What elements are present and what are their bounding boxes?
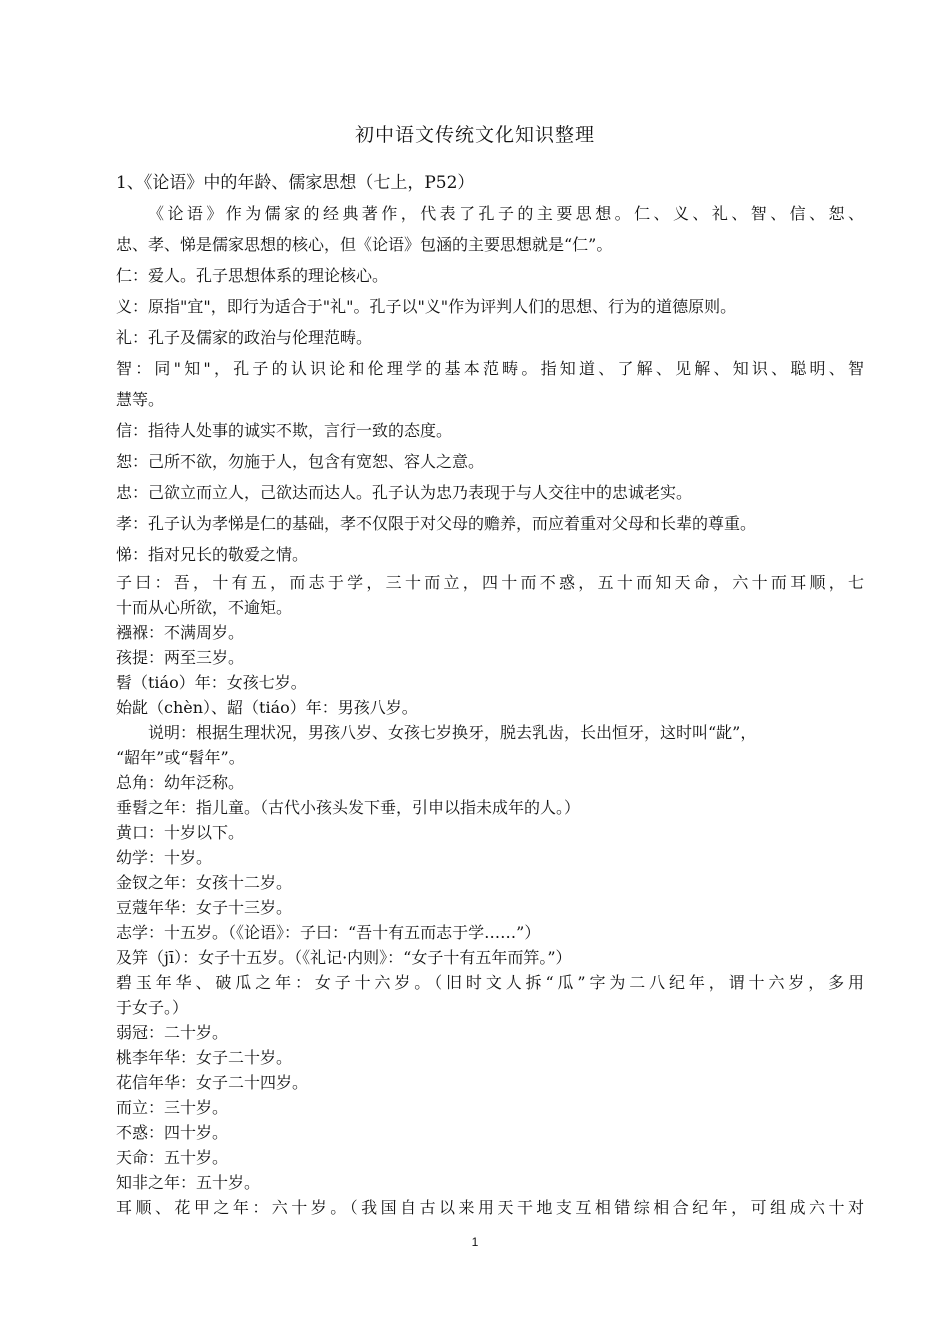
text-line: 忠、孝、悌是儒家思想的核心，但《论语》包涵的主要思想就是“仁”。: [116, 235, 613, 254]
text-line: 不惑：四十岁。: [116, 1123, 229, 1142]
text-line: 仁：爱人。孔子思想体系的理论核心。: [116, 266, 389, 285]
text-line: 子曰：吾，十有五，而志于学，三十而立，四十而不惑，五十而知天命，六十而耳顺，七: [116, 573, 864, 592]
text-line: 说明：根据生理状况，男孩八岁、女孩七岁换牙，脱去乳齿，长出恒牙，这时叫“龀”，: [148, 723, 757, 742]
text-line: 始龀（chèn）、龆（tiáo）年：男孩八岁。: [116, 698, 418, 717]
text-line: 知非之年：五十岁。: [116, 1173, 261, 1192]
text-line: 智：同"知"，孔子的认识论和伦理学的基本范畴。指知道、了解、见解、知识、聪明、智: [116, 359, 864, 378]
text-line: 礼：孔子及儒家的政治与伦理范畴。: [116, 328, 373, 347]
text-line: 弱冠：二十岁。: [116, 1023, 229, 1042]
text-line: 悌：指对兄长的敬爱之情。: [116, 545, 309, 564]
text-line: 孩提：两至三岁。: [116, 648, 245, 667]
text-line: “龆年”或“髫年”。: [116, 748, 245, 767]
text-line: 襁褓：不满周岁。: [116, 623, 245, 642]
text-line: 忠：己欲立而立人，己欲达而达人。孔子认为忠乃表现于与人交往中的忠诚老实。: [116, 483, 693, 502]
text-line: 慧等。: [116, 390, 165, 409]
text-line: 志学：十五岁。（《论语》：子曰：“吾十有五而志于学……”）: [116, 923, 541, 942]
document-title: 初中语文传统文化知识整理: [354, 124, 595, 146]
text-line: 桃李年华：女子二十岁。: [116, 1048, 293, 1067]
text-line: 天命：五十岁。: [116, 1148, 229, 1167]
text-line: 花信年华：女子二十四岁。: [116, 1073, 309, 1092]
text-line: 豆蔻年华：女子十三岁。: [116, 898, 293, 917]
text-line: 金钗之年：女孩十二岁。: [116, 873, 293, 892]
text-line: 黄口：十岁以下。: [116, 823, 245, 842]
page-number: 1: [471, 1235, 479, 1249]
text-line: 孝：孔子认为孝悌是仁的基础，孝不仅限于对父母的赡养，而应着重对父母和长辈的尊重。: [116, 514, 757, 533]
text-line: 及笄（jī）：女子十五岁。（《礼记·内则》：“女子十有五年而笄。”）: [116, 948, 572, 967]
text-line: 而立：三十岁。: [116, 1098, 229, 1117]
text-line: 于女子。）: [116, 998, 189, 1017]
text-line: 总角：幼年泛称。: [116, 773, 245, 792]
document-body: [116, 198, 864, 1220]
text-line: 恕：己所不欲，勿施于人，包含有宽恕、容人之意。: [116, 452, 485, 471]
text-line: 信：指待人处事的诚实不欺，言行一致的态度。: [116, 421, 453, 440]
text-line: 髫（tiáo）年：女孩七岁。: [116, 673, 307, 692]
text-line: 义：原指"宜"，即行为适合于"礼"。孔子以"义"作为评判人们的思想、行为的道德原则。: [116, 297, 737, 316]
text-line: 《论语》作为儒家的经典著作，代表了孔子的主要思想。仁、义、礼、智、信、恕、: [148, 204, 864, 223]
text-line: 耳顺、花甲之年：六十岁。（我国自古以来用天干地支互相错综相合纪年，可组成六十对: [116, 1198, 864, 1217]
text-line: 十而从心所欲，不逾矩。: [116, 598, 293, 617]
text-line: 垂髫之年：指儿童。（古代小孩头发下垂，引申以指未成年的人。）: [116, 798, 581, 817]
text-line: 幼学：十岁。: [116, 848, 213, 867]
text-line: 碧玉年华、破瓜之年：女子十六岁。（旧时文人拆“瓜”字为二八纪年，谓十六岁，多用: [116, 973, 864, 992]
section-heading: 1、《论语》中的年龄、儒家思想（七上，P52）: [116, 173, 475, 193]
